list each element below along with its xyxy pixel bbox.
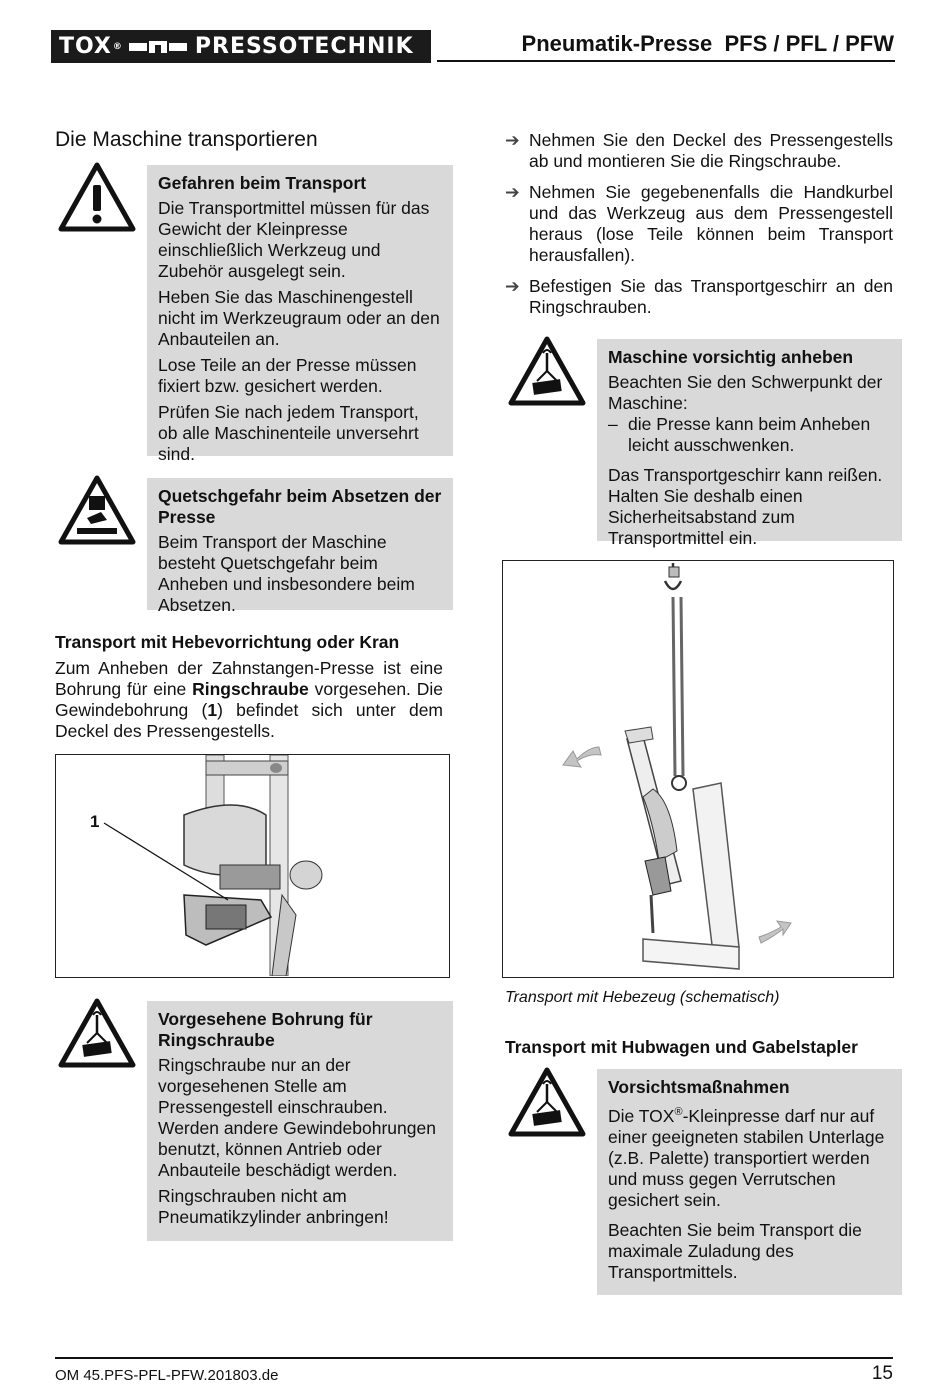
crush-hazard-icon <box>57 474 137 546</box>
warning-box-bore <box>147 1001 453 1241</box>
warning-title: Vorsichtsmaßnahmen <box>608 1077 790 1097</box>
crane-heading: Transport mit Hebevorrichtung oder Kran <box>55 632 400 652</box>
warning-box-lift <box>597 339 902 548</box>
crane-transport-figure <box>502 560 894 978</box>
warning-text: Beachten Sie beim Transport die maximale Zuladung des Transportmittels. <box>608 1219 862 1282</box>
exclamation-warning-icon <box>57 161 137 233</box>
step-text: Nehmen Sie den Deckel des Pressengestells ab und montieren Sie die Ringschraube. <box>529 130 893 171</box>
warning-text-part: Die TOX <box>608 1105 675 1126</box>
warning-text <box>608 1102 892 1211</box>
crane-text: Zum Anheben der Zahnstangen-Presse ist eine Bohrung für eine <box>55 658 443 699</box>
warning-text: Lose Teile an der Presse müssen fixiert bzw. gesichert werden. <box>158 355 417 396</box>
press-bore-figure <box>55 754 450 978</box>
logo-brand: TOX <box>59 34 112 59</box>
logo-name: PRESSOTECHNIK <box>194 34 414 59</box>
warning-text: Ringschrauben nicht am Pneumatikzylinder anbringen! <box>158 1186 389 1227</box>
header-divider <box>437 60 895 62</box>
step-item <box>505 182 893 266</box>
warning-text: Prüfen Sie nach jedem Transport, ob alle Maschinenteile unversehrt sind. <box>158 402 419 464</box>
suspended-load-icon <box>507 335 587 407</box>
warning-box-precautions <box>597 1069 902 1295</box>
logo-registered-mark: ® <box>112 41 123 52</box>
warning-text: Die Transportmittel müssen für das Gewicht der Kleinpresse einschließlich Werkzeug und Zubehör ausgelegt sein. <box>158 198 430 281</box>
figure-caption: Transport mit Hebezeug (schematisch) <box>505 989 780 1006</box>
dash-mark: – <box>608 414 618 434</box>
warning-dash-item <box>608 414 892 456</box>
warning-title: Gefahren beim Transport <box>158 173 367 193</box>
crane-paragraph <box>55 658 443 742</box>
section-title: Die Maschine transportieren <box>55 128 318 151</box>
step-text: Befestigen Sie das Transportgeschirr an den Ringschrauben. <box>529 276 893 317</box>
step-list <box>505 130 893 318</box>
step-item <box>505 276 893 318</box>
warning-title: Maschine vorsichtig anheben <box>608 347 854 367</box>
suspended-load-icon <box>57 997 137 1069</box>
page-number: 15 <box>871 1363 893 1384</box>
step-text: Nehmen Sie gegebenenfalls die Handkurbel und das Werkzeug aus dem Pressengestell heraus (lose Teile können beim Transport herausfallen). <box>529 182 893 265</box>
logo-emblem-icon <box>129 39 187 55</box>
arrow-right-icon: ➔ <box>505 276 520 296</box>
warning-text: Beachten Sie den Schwerpunkt der Maschine: <box>608 372 883 413</box>
arrow-right-icon: ➔ <box>505 182 520 202</box>
warning-box-transport <box>147 165 453 464</box>
warning-text: Heben Sie das Maschinengestell nicht im Werkzeugraum oder an den Anbauteilen an. <box>158 287 440 349</box>
figure-callout-number: 1 <box>90 812 100 831</box>
footer-divider <box>55 1357 893 1359</box>
document-id: OM 45.PFS-PFL-PFW.201803.de <box>55 1367 279 1384</box>
step-item <box>505 130 893 172</box>
warning-text: die Presse kann beim Anheben leicht ausschwenken. <box>628 414 871 455</box>
registered-mark: ® <box>674 1106 683 1118</box>
document-title: Pneumatik-Presse PFS / PFL / PFW <box>521 31 894 56</box>
forklift-heading: Transport mit Hubwagen und Gabelstapler <box>505 1037 858 1057</box>
crane-drawing <box>503 561 892 976</box>
crane-text: ) befindet sich unter dem Deckel des Pressengestells. <box>55 700 444 741</box>
company-logo <box>51 30 431 63</box>
warning-text: Beim Transport der Maschine besteht Quetschgefahr beim Anheben und insbesondere beim Absetzen. <box>158 532 415 615</box>
crane-text-bold: Ringschraube <box>192 679 309 699</box>
arrow-right-icon: ➔ <box>505 130 520 150</box>
press-drawing <box>56 755 448 976</box>
warning-text: Das Transportgeschirr kann reißen. Halten Sie deshalb einen Sicherheitsabstand zum Transportmittel ein. <box>608 465 883 548</box>
warning-title: Quetschgefahr beim Absetzen der Presse <box>158 486 442 527</box>
crane-text: vorgesehen. Die Gewindebohrung ( <box>55 679 443 720</box>
warning-box-crush <box>147 478 453 615</box>
suspended-load-icon <box>507 1066 587 1138</box>
warning-title: Vorgesehene Bohrung für Ringschraube <box>158 1009 373 1050</box>
warning-text-part: -Kleinpresse darf nur auf einer geeigneten stabilen Unterlage (z.B. Palette) transportiert werden und muss gegen Verrutschen gesichert sein. <box>608 1105 885 1210</box>
warning-text: Ringschraube nur an der vorgesehenen Stelle am Pressengestell einschrauben. Werden andere Gewindebohrungen benutzt, können Antrieb oder Anbauteile beschädigt werden. <box>158 1055 436 1180</box>
crane-text-bold: 1 <box>207 700 218 720</box>
